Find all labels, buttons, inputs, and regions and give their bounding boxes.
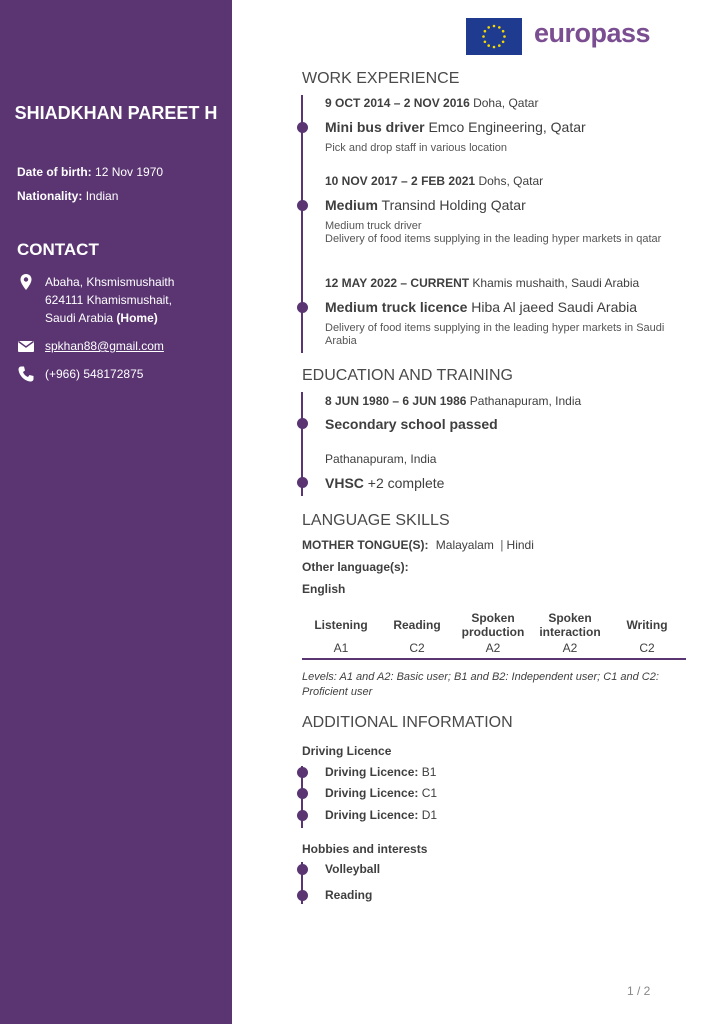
- work-timeline-line: [301, 95, 303, 353]
- driving-licence-item: Driving Licence: C1: [325, 786, 438, 800]
- driving-licence-item: Driving Licence: D1: [325, 808, 438, 822]
- timeline-dot: [297, 890, 308, 901]
- timeline-dot: [297, 200, 308, 211]
- address-line-1: Abaha, Khsmismushaith: [45, 275, 175, 289]
- work-3-description: Delivery of food items supplying in the leading hyper markets in Saudi Arabia: [325, 322, 665, 347]
- levels-legend: Levels: A1 and A2: Basic user; B1 and B2: Independent user; C1 and C2: Proficient user: [302, 671, 659, 698]
- other-languages-label: Other language(s):: [302, 560, 409, 574]
- writing-column: Writing C2: [626, 618, 668, 655]
- education-1-date: 8 JUN 1980 – 6 JUN 1986 Pathanapuram, India: [325, 394, 582, 408]
- timeline-dot: [297, 302, 308, 313]
- timeline-dot: [297, 477, 308, 488]
- work-3-title: Medium truck licence Hiba Al jaeed Saudi Arabia: [325, 299, 638, 315]
- spoken-production-column: Spoken production A2: [461, 611, 525, 655]
- mother-tongue: MOTHER TONGUE(S): Malayalam | Hindi: [302, 538, 534, 552]
- europass-wordmark: europass: [534, 18, 651, 48]
- work-2-description: Medium truck driver Delivery of food items supplying in the leading hyper markets in qatar: [325, 220, 662, 245]
- spoken-interaction-column: Spoken interaction A2: [539, 611, 601, 655]
- other-language-name: English: [302, 582, 346, 596]
- address-line-3: Saudi Arabia: [45, 311, 114, 325]
- education-2-place: Pathanapuram, India: [325, 452, 437, 466]
- timeline-dot: [297, 864, 308, 875]
- timeline-dot: [297, 767, 308, 778]
- language-levels-table: [302, 610, 686, 660]
- education-2-title: VHSC +2 complete: [325, 475, 445, 491]
- work-1-description: Pick and drop staff in various location: [325, 142, 508, 154]
- eu-flag-icon: [466, 18, 522, 55]
- timeline-dot: [297, 788, 308, 799]
- work-2-date: 10 NOV 2017 – 2 FEB 2021 Dohs, Qatar: [325, 174, 544, 188]
- work-2-title: Medium Transind Holding Qatar: [325, 197, 526, 213]
- work-experience-heading: WORK EXPERIENCE: [302, 70, 460, 87]
- email-link[interactable]: spkhan88@gmail.com: [45, 339, 164, 353]
- driving-licence-item: Driving Licence: B1: [325, 765, 437, 779]
- timeline-dot: [297, 122, 308, 133]
- education-1-title: Secondary school passed: [325, 416, 498, 432]
- timeline-dot: [297, 810, 308, 821]
- hobby-item: Reading: [325, 888, 373, 902]
- hobbies-heading: Hobbies and interests: [302, 842, 428, 856]
- work-1-title: Mini bus driver Emco Engineering, Qatar: [325, 119, 586, 135]
- nationality-label: Nationality:: [17, 189, 83, 203]
- dob-label: Date of birth:: [17, 165, 92, 179]
- work-1-date: 9 OCT 2014 – 2 NOV 2016 Doha, Qatar: [325, 96, 539, 110]
- driving-licence-heading: Driving Licence: [302, 744, 392, 758]
- address-line-2: 624111 Khamismushait,: [45, 293, 172, 307]
- work-3-date: 12 MAY 2022 – CURRENT Khamis mushaith, Saudi Arabia: [325, 276, 640, 290]
- language-skills-heading: LANGUAGE SKILLS: [302, 512, 450, 529]
- nationality-value: Indian: [85, 189, 119, 203]
- reading-column: Reading C2: [393, 618, 441, 655]
- contact-heading: CONTACT: [17, 240, 99, 259]
- phone-number: (+966) 548172875: [45, 367, 144, 381]
- education-heading: EDUCATION AND TRAINING: [302, 367, 513, 384]
- page-number: 1 / 2: [627, 984, 651, 998]
- timeline-dot: [297, 418, 308, 429]
- person-name: SHIADKHAN PAREET H: [14, 103, 218, 123]
- address-tag: (Home): [116, 311, 158, 325]
- hobby-item: Volleyball: [325, 862, 381, 876]
- listening-column: Listening A1: [314, 618, 368, 655]
- dob-value: 12 Nov 1970: [95, 165, 164, 179]
- additional-info-heading: ADDITIONAL INFORMATION: [302, 714, 513, 731]
